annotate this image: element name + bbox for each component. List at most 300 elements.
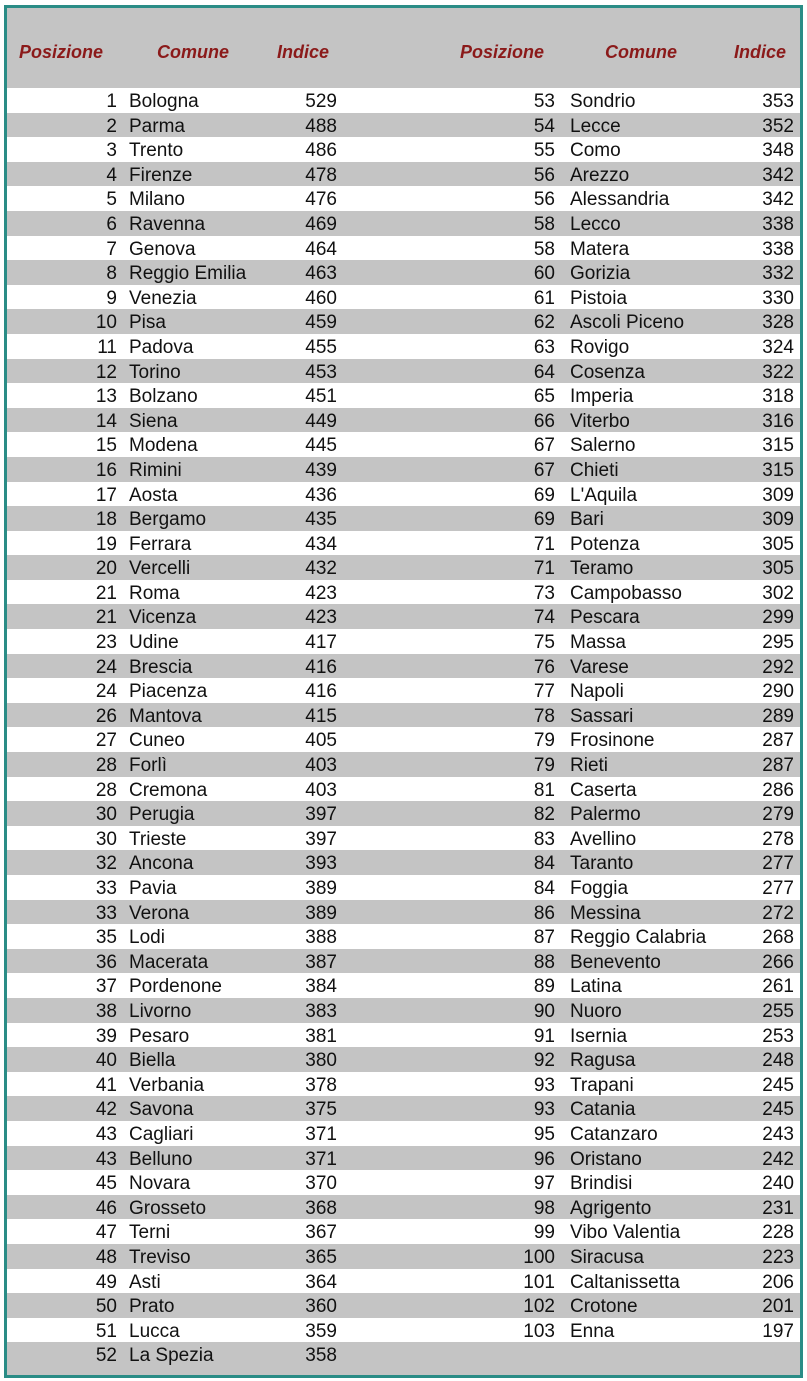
left-indice-cell: 469: [305, 213, 337, 235]
table-row: [7, 900, 800, 925]
left-posizione-cell: 21: [95, 607, 117, 629]
left-comune-cell: Cuneo: [129, 730, 185, 752]
left-indice-cell: 451: [305, 386, 337, 408]
right-comune-cell: Viterbo: [570, 410, 630, 432]
table-row: [7, 727, 800, 752]
left-posizione-cell: 51: [95, 1320, 117, 1342]
right-comune-cell: Bari: [570, 509, 604, 531]
left-posizione-cell: 1: [106, 91, 117, 112]
right-indice-cell: 292: [762, 656, 794, 678]
table-row: [7, 1318, 800, 1343]
left-posizione-cell: 3: [106, 140, 117, 162]
right-posizione-cell: 76: [533, 656, 555, 678]
right-comune-cell: L'Aquila: [570, 484, 638, 506]
right-indice-cell: 268: [762, 927, 794, 949]
right-indice-cell: 231: [762, 1197, 794, 1219]
right-indice-cell: 290: [762, 681, 794, 703]
left-comune-cell: Trento: [129, 140, 184, 162]
ranking-table: [4, 5, 803, 1378]
left-comune-cell: Pisa: [129, 312, 166, 334]
left-posizione-cell: 21: [95, 582, 117, 604]
left-posizione-cell: 24: [95, 656, 117, 678]
right-indice-cell: 315: [762, 459, 794, 481]
right-indice-cell: 206: [762, 1271, 794, 1293]
left-comune-cell: Pavia: [129, 878, 177, 899]
right-posizione-cell: 83: [533, 828, 555, 850]
right-indice-cell: 242: [762, 1148, 794, 1170]
table-row: [7, 334, 800, 359]
left-comune-cell: Reggio Emilia: [129, 263, 247, 285]
right-comune-cell: Taranto: [570, 853, 634, 875]
table-row: [7, 1023, 800, 1048]
left-indice-cell: 381: [305, 1025, 337, 1047]
left-comune-cell: Lucca: [129, 1320, 180, 1342]
right-posizione-cell: 69: [533, 484, 555, 506]
right-indice-cell: 315: [762, 435, 794, 457]
left-indice-cell: 365: [305, 1246, 337, 1268]
left-indice-cell: 360: [305, 1296, 337, 1318]
right-posizione-cell: 79: [533, 755, 555, 777]
right-indice-cell: 201: [762, 1296, 794, 1318]
left-comune-cell: Modena: [129, 435, 198, 457]
table-row: [7, 703, 800, 728]
right-indice-cell: 353: [762, 91, 794, 112]
right-comune-cell: Enna: [570, 1320, 615, 1342]
left-comune-cell: Verona: [129, 902, 190, 924]
left-indice-cell: 529: [305, 91, 337, 112]
left-indice-cell: 403: [305, 755, 337, 777]
left-posizione-cell: 45: [95, 1173, 117, 1195]
right-posizione-cell: 100: [523, 1246, 555, 1268]
right-posizione-cell: 58: [533, 238, 555, 260]
left-posizione-cell: 5: [106, 189, 117, 211]
right-posizione-cell: 73: [533, 582, 555, 604]
right-indice-cell: 266: [762, 951, 794, 973]
left-indice-cell: 389: [305, 902, 337, 924]
right-posizione-cell: 67: [533, 459, 555, 481]
table-row: [7, 309, 800, 334]
right-indice-cell: 287: [762, 755, 794, 777]
left-indice-cell: 389: [305, 878, 337, 899]
table-row: [7, 1244, 800, 1269]
right-indice-cell: 261: [762, 976, 794, 998]
right-indice-cell: 240: [762, 1173, 794, 1195]
right-comune-cell: Cosenza: [570, 361, 645, 383]
left-posizione-cell: 42: [95, 1099, 117, 1121]
left-posizione-cell: 16: [95, 459, 117, 481]
left-comune-cell: Forlì: [129, 755, 167, 777]
table-row: [7, 826, 800, 851]
right-comune-cell: Como: [570, 140, 621, 162]
right-indice-cell: 305: [762, 558, 794, 580]
right-comune-cell: Benevento: [570, 951, 661, 973]
left-indice-cell: 417: [305, 632, 337, 654]
left-indice-cell: 453: [305, 361, 337, 383]
table-row: [7, 973, 800, 998]
table-row: [7, 432, 800, 457]
table-row: [7, 1269, 800, 1294]
table-row: [7, 457, 800, 482]
right-comune-cell: Gorizia: [570, 263, 631, 285]
right-comune-cell: Vibo Valentia: [570, 1222, 681, 1244]
right-indice-cell: 248: [762, 1050, 794, 1072]
right-comune-cell: Pescara: [570, 607, 640, 629]
left-indice-cell: 434: [305, 533, 337, 555]
right-indice-cell: 295: [762, 632, 794, 654]
left-posizione-cell: 26: [95, 705, 117, 727]
table-row: [7, 924, 800, 949]
right-indice-cell: 338: [762, 213, 794, 235]
left-posizione-cell: 11: [97, 336, 117, 358]
right-posizione-cell: 97: [533, 1173, 555, 1195]
right-comune-cell: Salerno: [570, 435, 636, 457]
left-indice-cell: 397: [305, 828, 337, 850]
left-comune-cell: Bolzano: [129, 386, 198, 408]
left-indice-cell: 367: [305, 1222, 337, 1244]
left-posizione-cell: 18: [95, 509, 117, 531]
left-posizione-cell: 14: [95, 410, 117, 432]
right-comune-cell: Ascoli Piceno: [570, 312, 685, 334]
right-comune-cell: Frosinone: [570, 730, 655, 752]
table-row: [7, 383, 800, 408]
left-indice-cell: 460: [305, 287, 337, 309]
table-row: [7, 998, 800, 1023]
table-row: [7, 1096, 800, 1121]
right-indice-cell: 324: [762, 336, 794, 358]
right-posizione-cell: 54: [533, 115, 555, 137]
left-posizione-cell: 4: [106, 164, 117, 186]
table-row: [7, 531, 800, 556]
right-comune-cell: Brindisi: [570, 1173, 633, 1195]
right-comune-cell: Catanzaro: [570, 1123, 658, 1145]
right-posizione-cell: 56: [533, 189, 555, 211]
left-indice-cell: 403: [305, 779, 337, 801]
left-indice-cell: 445: [305, 435, 337, 457]
left-comune-cell: Siena: [129, 410, 178, 432]
left-posizione-cell: 7: [106, 238, 117, 260]
left-posizione-cell: 48: [95, 1246, 117, 1268]
right-comune-cell: Varese: [570, 656, 629, 678]
right-indice-cell: 223: [762, 1246, 794, 1268]
right-indice-cell: 243: [762, 1123, 794, 1145]
left-indice-cell: 463: [305, 263, 337, 285]
right-comune-cell: Massa: [570, 632, 626, 654]
right-comune-cell: Teramo: [570, 558, 634, 580]
right-posizione-cell: 67: [533, 435, 555, 457]
left-posizione-cell: 13: [95, 386, 117, 408]
left-indice-cell: 388: [305, 927, 337, 949]
left-posizione-cell: 43: [95, 1123, 117, 1145]
left-comune-cell: La Spezia: [129, 1345, 214, 1367]
right-comune-cell: Campobasso: [570, 582, 682, 604]
right-posizione-cell: 88: [533, 951, 555, 973]
right-posizione-cell: 56: [533, 164, 555, 186]
table-row: [7, 1072, 800, 1097]
table-row: [7, 629, 800, 654]
left-posizione-cell: 33: [95, 902, 117, 924]
table-row: [7, 186, 800, 211]
right-comune-cell: Isernia: [570, 1025, 628, 1047]
right-indice-cell: 348: [762, 140, 794, 162]
left-indice-cell: 486: [305, 140, 337, 162]
left-comune-cell: Verbania: [129, 1074, 205, 1096]
right-indice-cell: 352: [762, 115, 794, 137]
left-comune-cell: Brescia: [129, 656, 193, 678]
table-row: [7, 137, 800, 162]
left-indice-cell: 478: [305, 164, 337, 186]
left-posizione-cell: 43: [95, 1148, 117, 1170]
right-indice-cell: 277: [762, 853, 794, 875]
left-indice-cell: 416: [305, 656, 337, 678]
table-row: [7, 678, 800, 703]
right-indice-cell: 302: [762, 582, 794, 604]
left-indice-cell: 476: [305, 189, 337, 211]
right-comune-cell: Ragusa: [570, 1050, 636, 1072]
left-comune-cell: Belluno: [129, 1148, 193, 1170]
right-indice-cell: 272: [762, 902, 794, 924]
left-posizione-cell: 12: [95, 361, 117, 383]
left-posizione-cell: 52: [95, 1345, 117, 1367]
right-posizione-cell: 93: [533, 1074, 555, 1096]
right-posizione-cell: 98: [533, 1197, 555, 1219]
left-comune-cell: Firenze: [129, 164, 193, 186]
left-indice-cell: 368: [305, 1197, 337, 1219]
left-comune-cell: Cremona: [129, 779, 208, 801]
right-indice-cell: 328: [762, 312, 794, 334]
table-row: [7, 654, 800, 679]
left-comune-cell: Ravenna: [129, 213, 206, 235]
left-comune-cell: Parma: [129, 115, 185, 137]
left-comune-cell: Torino: [129, 361, 181, 383]
table-row: [7, 1047, 800, 1072]
right-indice-cell: 287: [762, 730, 794, 752]
right-posizione-cell: 103: [523, 1320, 555, 1342]
left-comune-cell: Genova: [129, 238, 196, 260]
right-posizione-cell: 55: [533, 140, 555, 162]
left-posizione-cell: 27: [95, 730, 117, 752]
right-comune-cell: Catania: [570, 1099, 636, 1121]
left-posizione-cell: 9: [106, 287, 117, 309]
right-comune-cell: Matera: [570, 238, 630, 260]
right-posizione-cell: 66: [533, 410, 555, 432]
left-comune-cell: Perugia: [129, 804, 195, 826]
right-comune-cell: Rovigo: [570, 336, 630, 358]
left-indice-cell: 383: [305, 1000, 337, 1022]
left-comune-cell: Cagliari: [129, 1123, 194, 1145]
right-posizione-cell: 61: [533, 287, 555, 309]
right-indice-cell: 338: [762, 238, 794, 260]
left-comune-cell: Macerata: [129, 951, 209, 973]
right-comune-cell: Reggio Calabria: [570, 927, 707, 949]
left-indice-cell: 370: [305, 1173, 337, 1195]
left-indice-cell: 364: [305, 1271, 337, 1293]
left-indice-cell: 359: [305, 1320, 337, 1342]
left-indice-cell: 375: [305, 1099, 337, 1121]
left-indice-cell: 488: [305, 115, 337, 137]
table-row: [7, 506, 800, 531]
left-comune-cell: Ferrara: [129, 533, 192, 555]
right-indice-cell: 342: [762, 189, 794, 211]
table-row: [7, 1219, 800, 1244]
left-posizione-cell: 24: [95, 681, 117, 703]
right-comune-cell: Pistoia: [570, 287, 628, 309]
left-posizione-cell: 35: [95, 927, 117, 949]
table-row: [7, 555, 800, 580]
left-comune-cell: Biella: [129, 1050, 176, 1072]
right-comune-cell: Trapani: [570, 1074, 634, 1096]
right-posizione-cell: 92: [533, 1050, 555, 1072]
right-posizione-cell: 84: [533, 853, 555, 875]
table-body: [7, 88, 800, 1367]
left-posizione-cell: 17: [95, 484, 117, 506]
right-indice-cell: 279: [762, 804, 794, 826]
left-posizione-cell: 23: [95, 632, 117, 654]
left-indice-cell: 423: [305, 582, 337, 604]
right-indice-cell: 332: [762, 263, 794, 285]
left-comune-cell: Asti: [129, 1271, 161, 1293]
left-comune-cell: Venezia: [129, 287, 197, 309]
right-posizione-cell: 58: [533, 213, 555, 235]
right-posizione-cell: 63: [533, 336, 555, 358]
header-comune-right: Comune: [605, 42, 677, 62]
left-indice-cell: 423: [305, 607, 337, 629]
right-posizione-cell: 84: [533, 878, 555, 899]
right-posizione-cell: 86: [533, 902, 555, 924]
header-indice-right: Indice: [734, 42, 787, 62]
table-row: [7, 752, 800, 777]
left-indice-cell: 436: [305, 484, 337, 506]
right-posizione-cell: 71: [533, 533, 555, 555]
header-posizione-right: Posizione: [460, 42, 545, 62]
right-indice-cell: 289: [762, 705, 794, 727]
left-comune-cell: Ancona: [129, 853, 194, 875]
header-comune-left: Comune: [157, 42, 229, 62]
left-posizione-cell: 10: [95, 312, 117, 334]
right-posizione-cell: 65: [533, 386, 555, 408]
left-indice-cell: 405: [305, 730, 337, 752]
right-comune-cell: Sassari: [570, 705, 634, 727]
right-posizione-cell: 87: [533, 927, 555, 949]
left-comune-cell: Piacenza: [129, 681, 208, 703]
left-indice-cell: 380: [305, 1050, 337, 1072]
right-indice-cell: 316: [762, 410, 794, 432]
right-posizione-cell: 89: [533, 976, 555, 998]
table-row: [7, 162, 800, 187]
right-posizione-cell: 102: [523, 1296, 555, 1318]
right-indice-cell: 322: [762, 361, 794, 383]
right-comune-cell: Caltanissetta: [570, 1271, 680, 1293]
left-comune-cell: Novara: [129, 1173, 191, 1195]
left-comune-cell: Pesaro: [129, 1025, 190, 1047]
left-posizione-cell: 28: [95, 755, 117, 777]
left-indice-cell: 435: [305, 509, 337, 531]
left-comune-cell: Lodi: [129, 927, 165, 949]
left-comune-cell: Mantova: [129, 705, 202, 727]
left-comune-cell: Savona: [129, 1099, 194, 1121]
left-comune-cell: Bergamo: [129, 509, 207, 531]
left-posizione-cell: 50: [95, 1296, 117, 1318]
right-comune-cell: Lecce: [570, 115, 621, 137]
right-posizione-cell: 82: [533, 804, 555, 826]
left-indice-cell: 455: [305, 336, 337, 358]
left-indice-cell: 384: [305, 976, 337, 998]
left-posizione-cell: 37: [95, 976, 117, 998]
left-indice-cell: 378: [305, 1074, 337, 1096]
header-posizione-left: Posizione: [19, 42, 104, 62]
right-posizione-cell: 53: [533, 91, 555, 112]
right-indice-cell: 278: [762, 828, 794, 850]
left-comune-cell: Pordenone: [129, 976, 222, 998]
right-comune-cell: Siracusa: [570, 1246, 644, 1268]
left-indice-cell: 371: [305, 1123, 337, 1145]
right-posizione-cell: 101: [523, 1271, 555, 1293]
left-comune-cell: Vicenza: [129, 607, 197, 629]
table-row: [7, 113, 800, 138]
left-posizione-cell: 41: [95, 1074, 117, 1096]
right-posizione-cell: 60: [533, 263, 555, 285]
right-indice-cell: 318: [762, 386, 794, 408]
left-comune-cell: Roma: [129, 582, 180, 604]
left-posizione-cell: 15: [95, 435, 117, 457]
left-posizione-cell: 2: [106, 115, 117, 137]
right-indice-cell: 197: [762, 1320, 794, 1342]
right-posizione-cell: 96: [533, 1148, 555, 1170]
left-posizione-cell: 46: [95, 1197, 117, 1219]
right-indice-cell: 299: [762, 607, 794, 629]
table-row: [7, 1293, 800, 1318]
left-posizione-cell: 8: [106, 263, 117, 285]
right-posizione-cell: 71: [533, 558, 555, 580]
table-row: [7, 801, 800, 826]
right-posizione-cell: 74: [533, 607, 555, 629]
right-posizione-cell: 91: [533, 1025, 555, 1047]
table-row: [7, 1146, 800, 1171]
right-comune-cell: Alessandria: [570, 189, 670, 211]
left-indice-cell: 371: [305, 1148, 337, 1170]
table-row: [7, 1170, 800, 1195]
left-posizione-cell: 36: [95, 951, 117, 973]
right-indice-cell: 245: [762, 1074, 794, 1096]
right-posizione-cell: 79: [533, 730, 555, 752]
table-row: [7, 1121, 800, 1146]
table-row: [7, 777, 800, 802]
left-posizione-cell: 20: [95, 558, 117, 580]
right-indice-cell: 286: [762, 779, 794, 801]
left-indice-cell: 432: [305, 558, 337, 580]
right-comune-cell: Crotone: [570, 1296, 638, 1318]
left-indice-cell: 459: [305, 312, 337, 334]
table-row: [7, 408, 800, 433]
table-row: [7, 850, 800, 875]
table-row: [7, 949, 800, 974]
left-posizione-cell: 6: [106, 213, 117, 235]
right-posizione-cell: 93: [533, 1099, 555, 1121]
left-comune-cell: Udine: [129, 632, 179, 654]
table-row: [7, 359, 800, 384]
left-comune-cell: Rimini: [129, 459, 182, 481]
left-posizione-cell: 38: [95, 1000, 117, 1022]
left-posizione-cell: 47: [95, 1222, 117, 1244]
header-spacer: [7, 66, 800, 88]
left-indice-cell: 415: [305, 705, 337, 727]
right-comune-cell: Caserta: [570, 779, 637, 801]
table-row: [7, 260, 800, 285]
right-comune-cell: Foggia: [570, 878, 629, 899]
left-comune-cell: Padova: [129, 336, 194, 358]
right-posizione-cell: 78: [533, 705, 555, 727]
left-comune-cell: Milano: [129, 189, 185, 211]
left-comune-cell: Terni: [129, 1222, 171, 1244]
